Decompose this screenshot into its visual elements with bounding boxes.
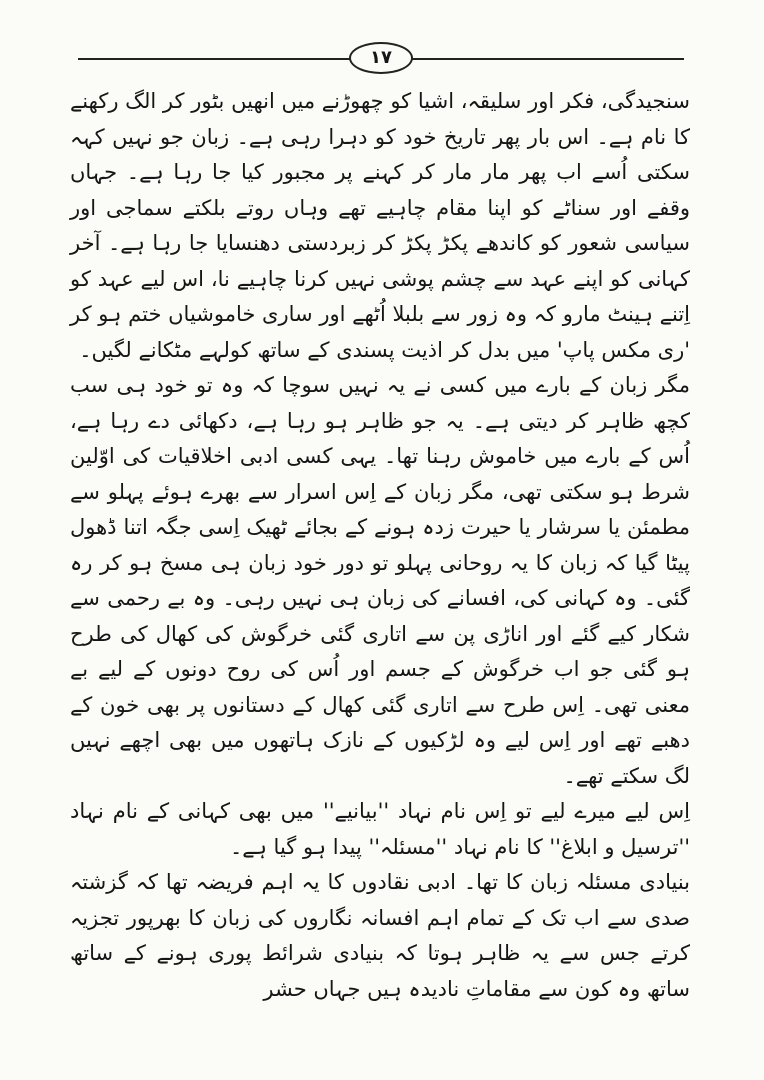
page-header [78,38,684,82]
page-number: ۱۷ [349,42,413,74]
paragraph-4: بنیادی مسئلہ زبان کا تھا۔ ادبی نقادوں کا یہ اہم فریضہ تھا کہ گزشتہ صدی سے اب تک کے تمام اہم افسانہ نگاروں کی زبان کا بھرپور تجزیہ کرتے جس سے یہ ظاہر ہوتا کہ بنیادی شرائط پوری ہونے کے ساتھ ساتھ وہ کون سے مقاماتِ نادیدہ ہیں جہاں حشر [70,870,690,1001]
paragraph-3: اِس لیے میرے لیے تو اِس نام نہاد ''بیانیے'' میں بھی کہانی کے نام نہاد ''ترسیل و ابلاغ'' کا نام نہاد ''مسئلہ'' پیدا ہو گیا ہے۔ [70,799,690,859]
body-text [70,84,690,1007]
paragraph-2: مگر زبان کے بارے میں کسی نے یہ نہیں سوچا کہ وہ تو خود ہی سب کچھ ظاہر کر دیتی ہے۔ یہ جو ظاہر ہو رہا ہے، دکھائی دے رہا ہے، اُس کے بارے میں خاموش رہنا تھا۔ یہی کسی ادبی اخلاقیات کی اوّلین شرط ہو سکتی تھی، مگر زبان کے اِس اسرار سے بھرے ہوئے پہلو سے مطمئن یا سرشار یا حیرت زدہ ہونے کے بجائے ٹھیک اِسی جگہ اتنا ڈھول پیٹا گیا کہ زبان کا یہ روحانی پہلو تو دور خود زبان ہی مسخ ہو کر رہ گئی۔ وہ کہانی کی، افسانے کی زبان ہی نہیں رہی۔ وہ بے رحمی سے شکار کیے گئے اور اناڑی پن سے اتاری گئی خرگوش کی کھال کی طرح ہو گئی جو اب خرگوش کے جسم اور اُس کی روح دونوں کے لیے بے معنی تھی۔ اِس طرح سے اتاری گئی کھال کے دستانوں پر بھی خون کے دھبے تھے اور اِس لیے وہ لڑکیوں کے نازک ہاتھوں میں بھی اچھے نہیں لگ سکتے تھے۔ [70,373,690,788]
paragraph-1: سنجیدگی، فکر اور سلیقہ، اشیا کو چھوڑنے میں انھیں بٹور کر الگ رکھنے کا نام ہے۔ اس بار پھر تاریخ خود کو دہرا رہی ہے۔ زبان جو نہیں کہہ سکتی اُسے اب پھر مار مار کر کہنے پر مجبور کیا جا رہا ہے۔ جہاں وقفے اور سناٹے کو اپنا مقام چاہیے تھے وہاں روتے بلکتے سماجی اور سیاسی شعور کو کاندھے پکڑ پکڑ کر زبردستی دھنسایا جا رہا ہے۔ آخر کہانی کو اپنے عہد سے چشم پوشی نہیں کرنا چاہیے نا، اس لیے عہد کو اِتنے ہینٹ مارو کہ وہ زور سے بلبلا اُٹھے اور ساری خاموشیاں ختم ہو کر 'ری مکس پاپ' میں بدل کر اذیت پسندی کے ساتھ کولہے مٹکانے لگیں۔ [70,89,690,362]
